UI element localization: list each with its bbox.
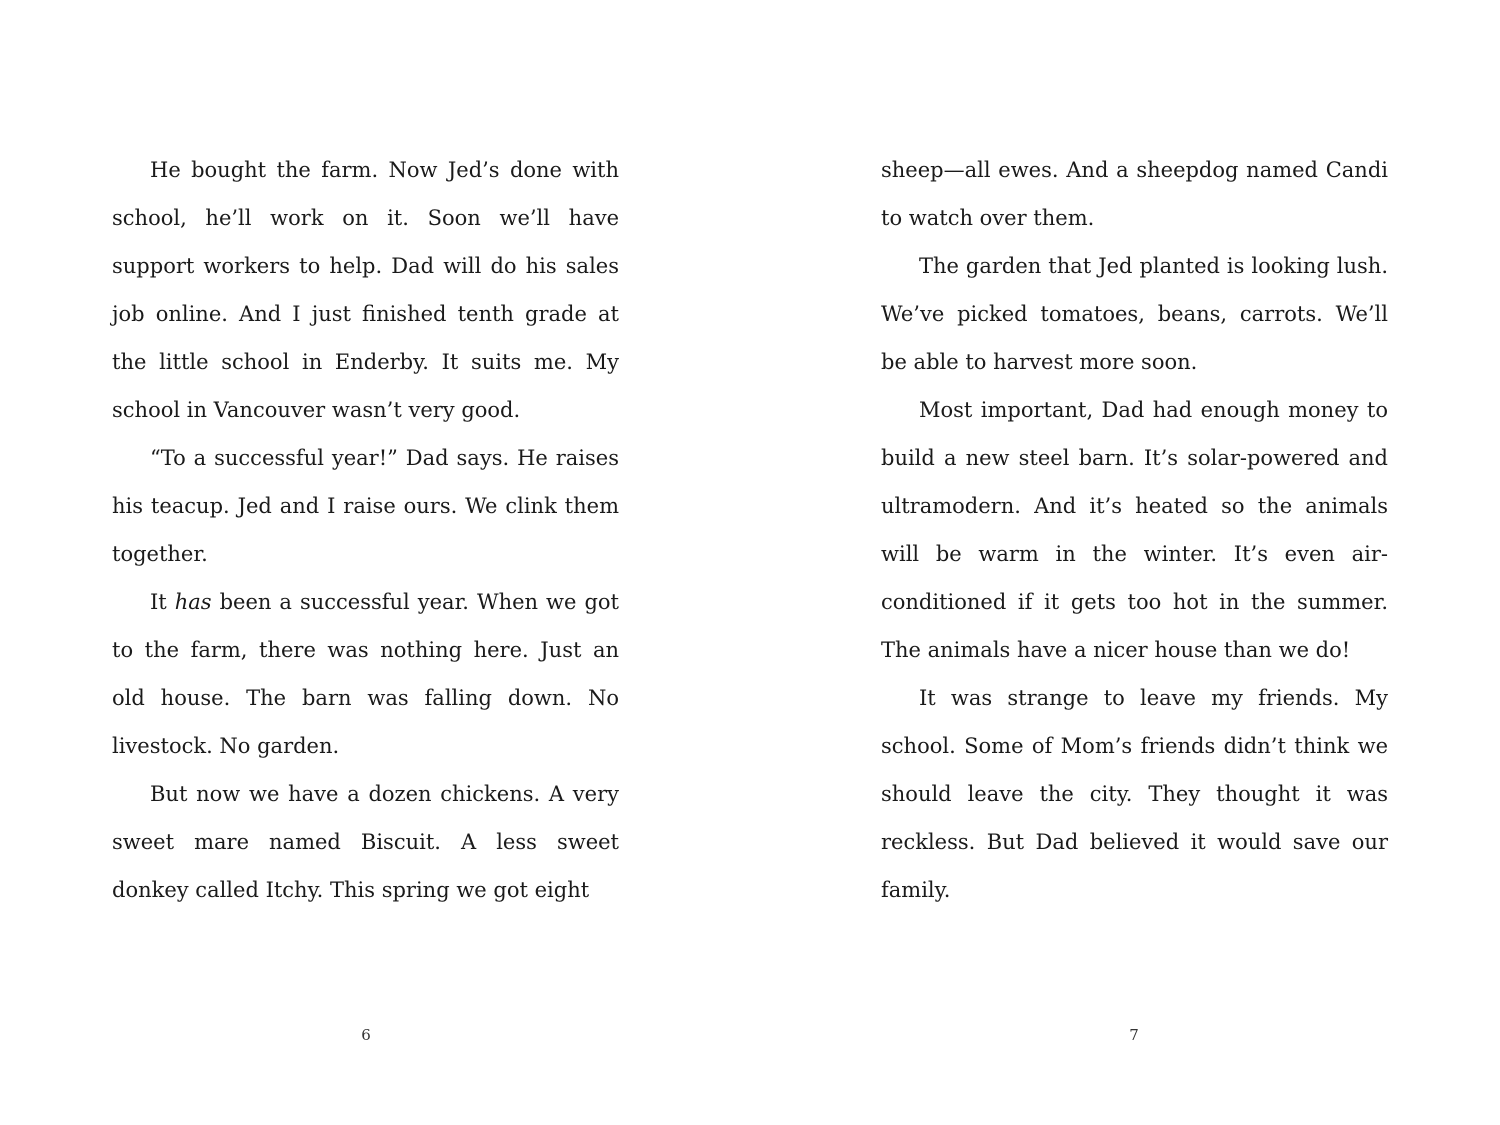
- continued-paragraph: sheep—all ewes. And a sheepdog named Candi to watch over them.: [881, 158, 1388, 230]
- paragraph: [112, 578, 619, 770]
- paragraph: He bought the farm. Now Jed’s done with school, he’ll work on it. Soon we’ll have support workers to help. Dad will do his sales job online. And I just finished tenth grade at the little school in Enderby. It suits me. My school in Vancouver wasn’t very good.: [112, 158, 619, 422]
- paragraph: Most important, Dad had enough money to build a new steel barn. It’s solar-powered and ultramodern. And it’s heated so the animals will be warm in the winter. It’s even air-conditioned if it gets too hot in the summer. The animals have a nicer house than we do!: [881, 398, 1388, 662]
- paragraph-rest: been a successful year. When we got to the farm, there was nothing here. Just an old house. The barn was falling down. No livestock. No garden.: [112, 590, 619, 758]
- paragraph-lead: It: [150, 590, 167, 614]
- page-number-right: 7: [1129, 1026, 1139, 1044]
- page-number-left: 6: [361, 1026, 371, 1044]
- paragraph: “To a successful year!” Dad says. He raises his teacup. Jed and I raise ours. We clink them together.: [112, 446, 619, 566]
- paragraph: It was strange to leave my friends. My school. Some of Mom’s friends didn’t think we should leave the city. They thought it was reckless. But Dad believed it would save our family.: [881, 686, 1388, 902]
- left-page-text: [112, 146, 619, 914]
- paragraph: But now we have a dozen chickens. A very sweet mare named Biscuit. A less sweet donkey called Itchy. This spring we got eight: [112, 782, 619, 902]
- emphasis-text: has: [174, 590, 212, 614]
- paragraph: The garden that Jed planted is looking lush. We’ve picked tomatoes, beans, carrots. We’ll be able to harvest more soon.: [881, 254, 1388, 374]
- right-page-text: [881, 146, 1388, 914]
